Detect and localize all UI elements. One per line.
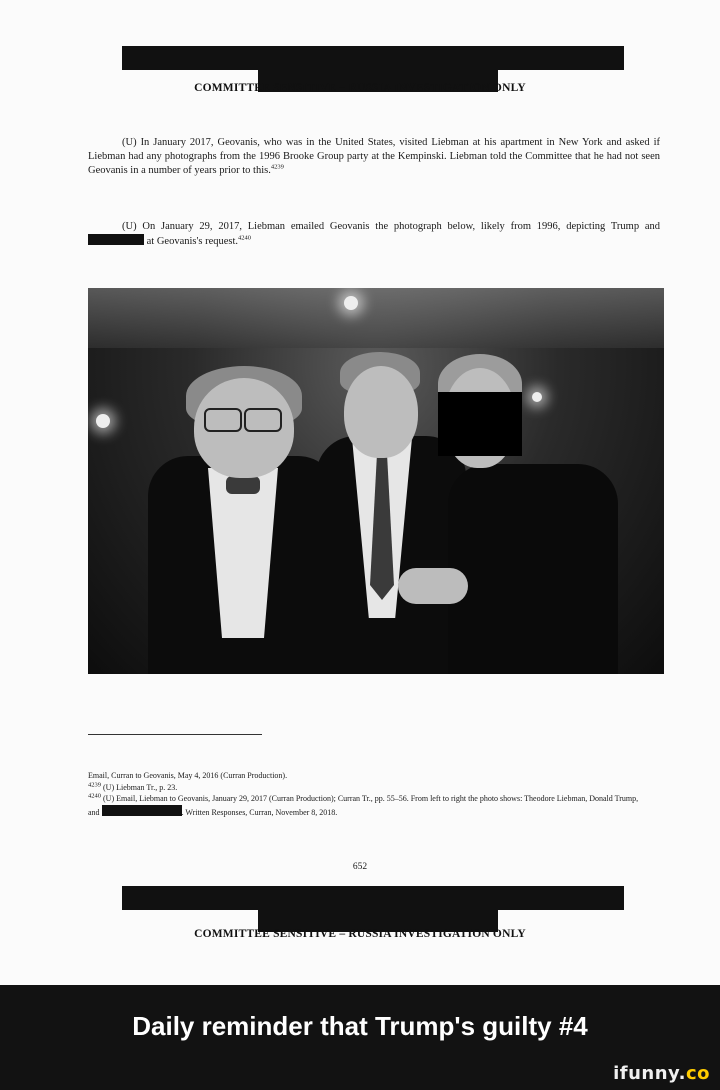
paragraph-1-text: In January 2017, Geovanis, who was in the United States, visited Liebman at his apartment in New York and asked if Liebman had any photographs from the 1996 Brooke Group party at the Kempinski. Liebman told the Committee that he had not seen Geovanis in a number of years prior to this. [88, 137, 660, 176]
footnote-ref-4239: 4239 [270, 163, 284, 171]
footnote-redaction [102, 805, 182, 816]
page-number: 652 [352, 862, 368, 872]
footnote-continued: Email, Curran to Geovanis, May 4, 2016 (Curran Production). [88, 771, 288, 780]
paragraph-2-text-before: On January 29, 2017, Liebman emailed Geovanis the photograph below, likely from 1996, depicting Trump and [142, 221, 661, 232]
paragraph-1 [88, 136, 660, 178]
watermark-accent: co [685, 1063, 710, 1084]
footnote-divider [88, 734, 262, 735]
inline-redaction [88, 234, 144, 245]
wall-light-icon [532, 392, 542, 402]
footnote-4240: $^{4240}$ (U) Email, Liebman to Geovanis, January 29, 2017 (Curran Production); Curran Tr., pp. 55–56. From left to right the photo shows: Theodore Liebman, Donald Trump, and . Written Responses, Curran, November 8, 2018. [88, 792, 639, 817]
ifunny-watermark [613, 1063, 710, 1084]
classification-footer: COMMITTEE SENSITIVE – RUSSIA INVESTIGATION ONLY [194, 928, 526, 940]
photograph [88, 288, 664, 674]
photo-ceiling [88, 288, 664, 348]
watermark-main: ifunny. [613, 1063, 686, 1084]
footnotes [88, 770, 648, 818]
paragraph-2 [88, 220, 660, 249]
wall-light-icon [96, 414, 110, 428]
paragraph-2-prefix: (U) [122, 221, 137, 232]
footnote-ref-4240: 4240 [238, 234, 252, 242]
ceiling-light-icon [344, 296, 358, 310]
meme-caption: Daily reminder that Trump's guilty #4 [132, 1011, 588, 1041]
paragraph-1-prefix: (U) [122, 137, 137, 148]
classification-header: COMMITTEE SENSITIVE – RUSSIA INVESTIGATION ONLY [194, 82, 526, 94]
footnote-4239: $^{4239}$ (U) Liebman Tr., p. 23. [88, 780, 178, 792]
paragraph-2-text-after: at Geovanis's request. [146, 236, 239, 247]
face-redaction [438, 392, 522, 456]
